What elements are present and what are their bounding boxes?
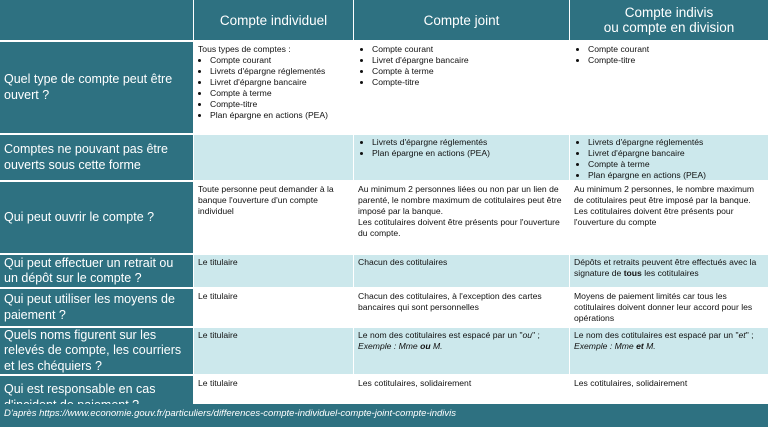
list-item: • Livrets d'épargne réglementés (588, 137, 764, 148)
joint-noms-mid: " ; (532, 330, 540, 340)
individuel-paiement-text: Le titulaire (198, 291, 238, 301)
indivis-ex-word: et (636, 341, 644, 351)
individuel-intro: Tous types de comptes : (198, 44, 291, 54)
list-item: • Livret d'épargne bancaire (372, 55, 565, 66)
list-item: • Compte-titre (372, 77, 565, 88)
source-footer: D'après https://www.economie.gouv.fr/particuliers/differences-compte-individuel-compte-joint-compte-indivis (0, 404, 768, 427)
cell-indivis-ouverture (569, 182, 768, 253)
joint-noms-word: ou (522, 330, 533, 340)
joint-responsable-text: Les cotitulaires, solidairement (358, 378, 472, 388)
joint-exclus-list (358, 137, 565, 159)
list-item: • Compte à terme (372, 66, 565, 77)
list-item: • Plan épargne en actions (PEA) (210, 110, 349, 121)
row-label-comptes-exclus: Comptes ne pouvant pas être ouverts sous cette forme (0, 135, 193, 180)
row-label-moyens-paiement: Qui peut utiliser les moyens de paiement ? (0, 289, 193, 326)
list-item: • Compte courant (588, 44, 764, 55)
row-label-type-compte: Quel type de compte peut être ouvert ? (0, 42, 193, 133)
row-label-responsable: Qui est responsable en cas (0, 376, 193, 419)
header-corner (0, 0, 193, 40)
header-indivis-line2: ou compte en division (603, 20, 735, 35)
row-label-noms-releves: Quels noms figurent sur les relevés de compte, les courriers et les chéquiers ? (0, 328, 193, 374)
cell-indivis-type (569, 42, 768, 133)
cell-joint-ouverture (353, 182, 569, 253)
cell-joint-exclus (353, 135, 569, 180)
joint-type-list (358, 44, 565, 88)
list-item: • Compte à terme (210, 88, 349, 99)
indivis-ouverture-p1: Au minimum 2 personnes, le nombre maximum de cotitulaires peut être imposé par la banque. (574, 184, 755, 205)
joint-ouverture-p2: Les cotitulaires doivent être présents pour l'ouverture du compte. (358, 217, 560, 238)
cell-indivis-retrait (569, 255, 768, 287)
indivis-ouverture-p2: Les cotitulaires doivent être présents pour l'ouverture du compte (574, 206, 734, 227)
indivis-noms-word: et (738, 330, 746, 340)
cell-individuel-noms (193, 328, 353, 374)
list-item: • Compte à terme (588, 159, 764, 170)
cell-individuel-type (193, 42, 353, 133)
indivis-responsable-text: Les cotitulaires, solidairement (574, 378, 688, 388)
header-indivis-line1: Compte indivis (624, 5, 714, 20)
list-item: • Compte-titre (588, 55, 764, 66)
individuel-type-list (198, 55, 349, 121)
cell-individuel-ouverture (193, 182, 353, 253)
cell-indivis-exclus (569, 135, 768, 180)
row-label-ouverture: Qui peut ouvrir le compte ? (0, 182, 193, 253)
cell-joint-retrait (353, 255, 569, 287)
row-label-retrait-depot: Qui peut effectuer un retrait ou un dépôt sur le compte ? (0, 255, 193, 287)
indivis-retrait-pre: Dépôts et retraits peuvent être effectués avec la signature de (574, 257, 757, 278)
indivis-retrait-bold: tous (623, 268, 642, 278)
joint-noms-example (358, 341, 565, 352)
individuel-retrait-text: Le titulaire (198, 257, 238, 267)
list-item: • Livret d'épargne bancaire (210, 77, 349, 88)
indivis-noms-mid: " ; (745, 330, 754, 340)
list-item: • Plan épargne en actions (PEA) (588, 170, 764, 180)
individuel-ouverture-text: Toute personne peut demander à la banque l'ouverture d'un compte individuel (198, 184, 334, 216)
cell-individuel-retrait (193, 255, 353, 287)
cell-individuel-paiement (193, 289, 353, 326)
list-item: • Livrets d'épargne réglementés (210, 66, 349, 77)
indivis-ex-post: M. (643, 341, 656, 351)
joint-ouverture-p1: Au minimum 2 personnes liées ou non par un lien de parenté, le nombre maximum de cotitulaires peut être imposé par la banque. (358, 184, 562, 216)
joint-noms-line (358, 330, 565, 341)
list-item: • Livrets d'épargne réglementés (372, 137, 565, 148)
list-item: • Livret d'épargne bancaire (588, 148, 764, 159)
list-item: • Compte courant (372, 44, 565, 55)
joint-paiement-text: Chacun des cotitulaires, à l'exception des cartes bancaires qui sont personnelles (358, 291, 542, 312)
cell-individuel-exclus (193, 135, 353, 180)
cell-joint-type (353, 42, 569, 133)
cell-indivis-noms (569, 328, 768, 374)
indivis-paiement-text: Moyens de paiement limités car tous les cotitulaires doivent donner leur accord pour les opérations (574, 291, 753, 323)
indivis-ex-pre: Exemple : Mme (574, 341, 637, 351)
indivis-noms-line (574, 330, 764, 352)
joint-ex-post: M. (430, 341, 443, 351)
individuel-responsable-text: Le titulaire (198, 378, 238, 388)
indivis-type-list (574, 44, 764, 66)
cell-indivis-paiement (569, 289, 768, 326)
indivis-exclus-list (574, 137, 764, 180)
cell-joint-paiement (353, 289, 569, 326)
indivis-retrait-post: les cotitulaires (641, 268, 699, 278)
header-compte-individuel: Compte individuel (193, 0, 353, 40)
header-compte-joint: Compte joint (353, 0, 569, 40)
indivis-noms-pre: Le nom des cotitulaires est espacé par un " (574, 330, 739, 340)
indivis-retrait-text (574, 257, 764, 279)
header-compte-indivis (569, 0, 768, 40)
joint-ex-pre: Exemple : Mme (358, 341, 421, 351)
list-item: • Plan épargne en actions (PEA) (372, 148, 565, 159)
individuel-noms-text: Le titulaire (198, 330, 238, 340)
list-item: • Compte courant (210, 55, 349, 66)
joint-ex-word: ou (420, 341, 431, 351)
joint-retrait-text: Chacun des cotitulaires (358, 257, 448, 267)
joint-noms-pre: Le nom des cotitulaires est espacé par un " (358, 330, 523, 340)
list-item: • Compte-titre (210, 99, 349, 110)
cell-joint-noms (353, 328, 569, 374)
